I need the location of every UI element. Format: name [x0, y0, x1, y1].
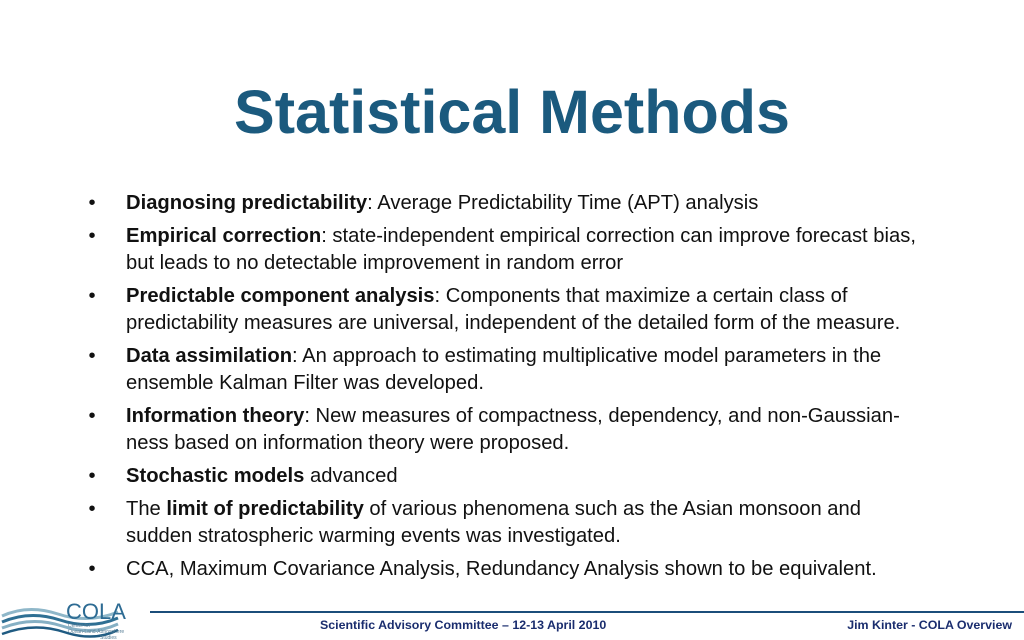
bullet-marker: • — [88, 285, 96, 307]
footer-divider — [150, 611, 1024, 613]
bullet-marker: • — [88, 465, 96, 487]
bullet-marker: • — [88, 558, 96, 580]
bullet-term: Data assimilation — [126, 345, 293, 367]
bullet-text: : Components that maximize a certain class of predictability measures are universal, independent of the detailed form of the measure. — [126, 285, 901, 334]
bullet-marker: • — [88, 345, 96, 367]
cola-logo — [0, 590, 140, 640]
bullet-item — [0, 463, 1024, 490]
bullet-item — [0, 556, 1024, 583]
bullet-term: Diagnosing predictability — [126, 192, 368, 214]
bullet-text: : state-independent empirical correction can improve forecast bias, but leads to no detectable improvement in random error — [126, 225, 916, 274]
logo-subtext: Studies — [100, 635, 117, 640]
bullet-text: : Average Predictability Time (APT) analysis — [367, 192, 759, 214]
bullet-text: of various phenomena such as the Asian monsoon and sudden stratospheric warming events was investigated. — [126, 498, 861, 547]
bullet-item — [0, 403, 1024, 457]
bullet-marker: • — [88, 498, 96, 520]
bullet-text: advanced — [304, 465, 398, 487]
bullet-lead: The — [126, 498, 167, 520]
bullet-term: limit of predictability — [166, 498, 364, 520]
bullet-term: Predictable component analysis — [126, 285, 435, 307]
slide-title: Statistical Methods — [234, 78, 790, 146]
footer — [0, 611, 1024, 640]
bullet-item — [0, 496, 1024, 550]
logo-subtext: Center for — [68, 623, 91, 629]
logo-wordmark: COLA — [66, 599, 126, 624]
bullet-marker: • — [88, 405, 96, 427]
bullet-list — [0, 190, 1024, 589]
bullet-text: : New measures of compactness, dependency, and non-Gaussian-ness based on information theory were proposed. — [126, 405, 900, 454]
bullet-marker: • — [88, 192, 96, 214]
bullet-lead: CCA, Maximum Covariance Analysis, Redundancy Analysis shown to be equivalent. — [126, 558, 877, 580]
footer-event: Scientific Advisory Committee – 12-13 April 2010 — [320, 618, 607, 632]
bullet-term: Stochastic models — [126, 465, 305, 487]
bullet-item — [0, 283, 1024, 337]
bullet-text: : An approach to estimating multiplicative model parameters in the ensemble Kalman Filter was developed. — [126, 345, 882, 394]
bullet-item — [0, 343, 1024, 397]
bullet-term: Information theory — [126, 405, 305, 427]
bullet-marker: • — [88, 225, 96, 247]
logo-subtext: Ocean-Land-Atmosphere — [68, 629, 125, 635]
footer-author: Jim Kinter - COLA Overview — [847, 618, 1012, 632]
bullet-item — [0, 223, 1024, 277]
bullet-term: Empirical correction — [126, 225, 322, 247]
bullet-item — [0, 190, 1024, 217]
